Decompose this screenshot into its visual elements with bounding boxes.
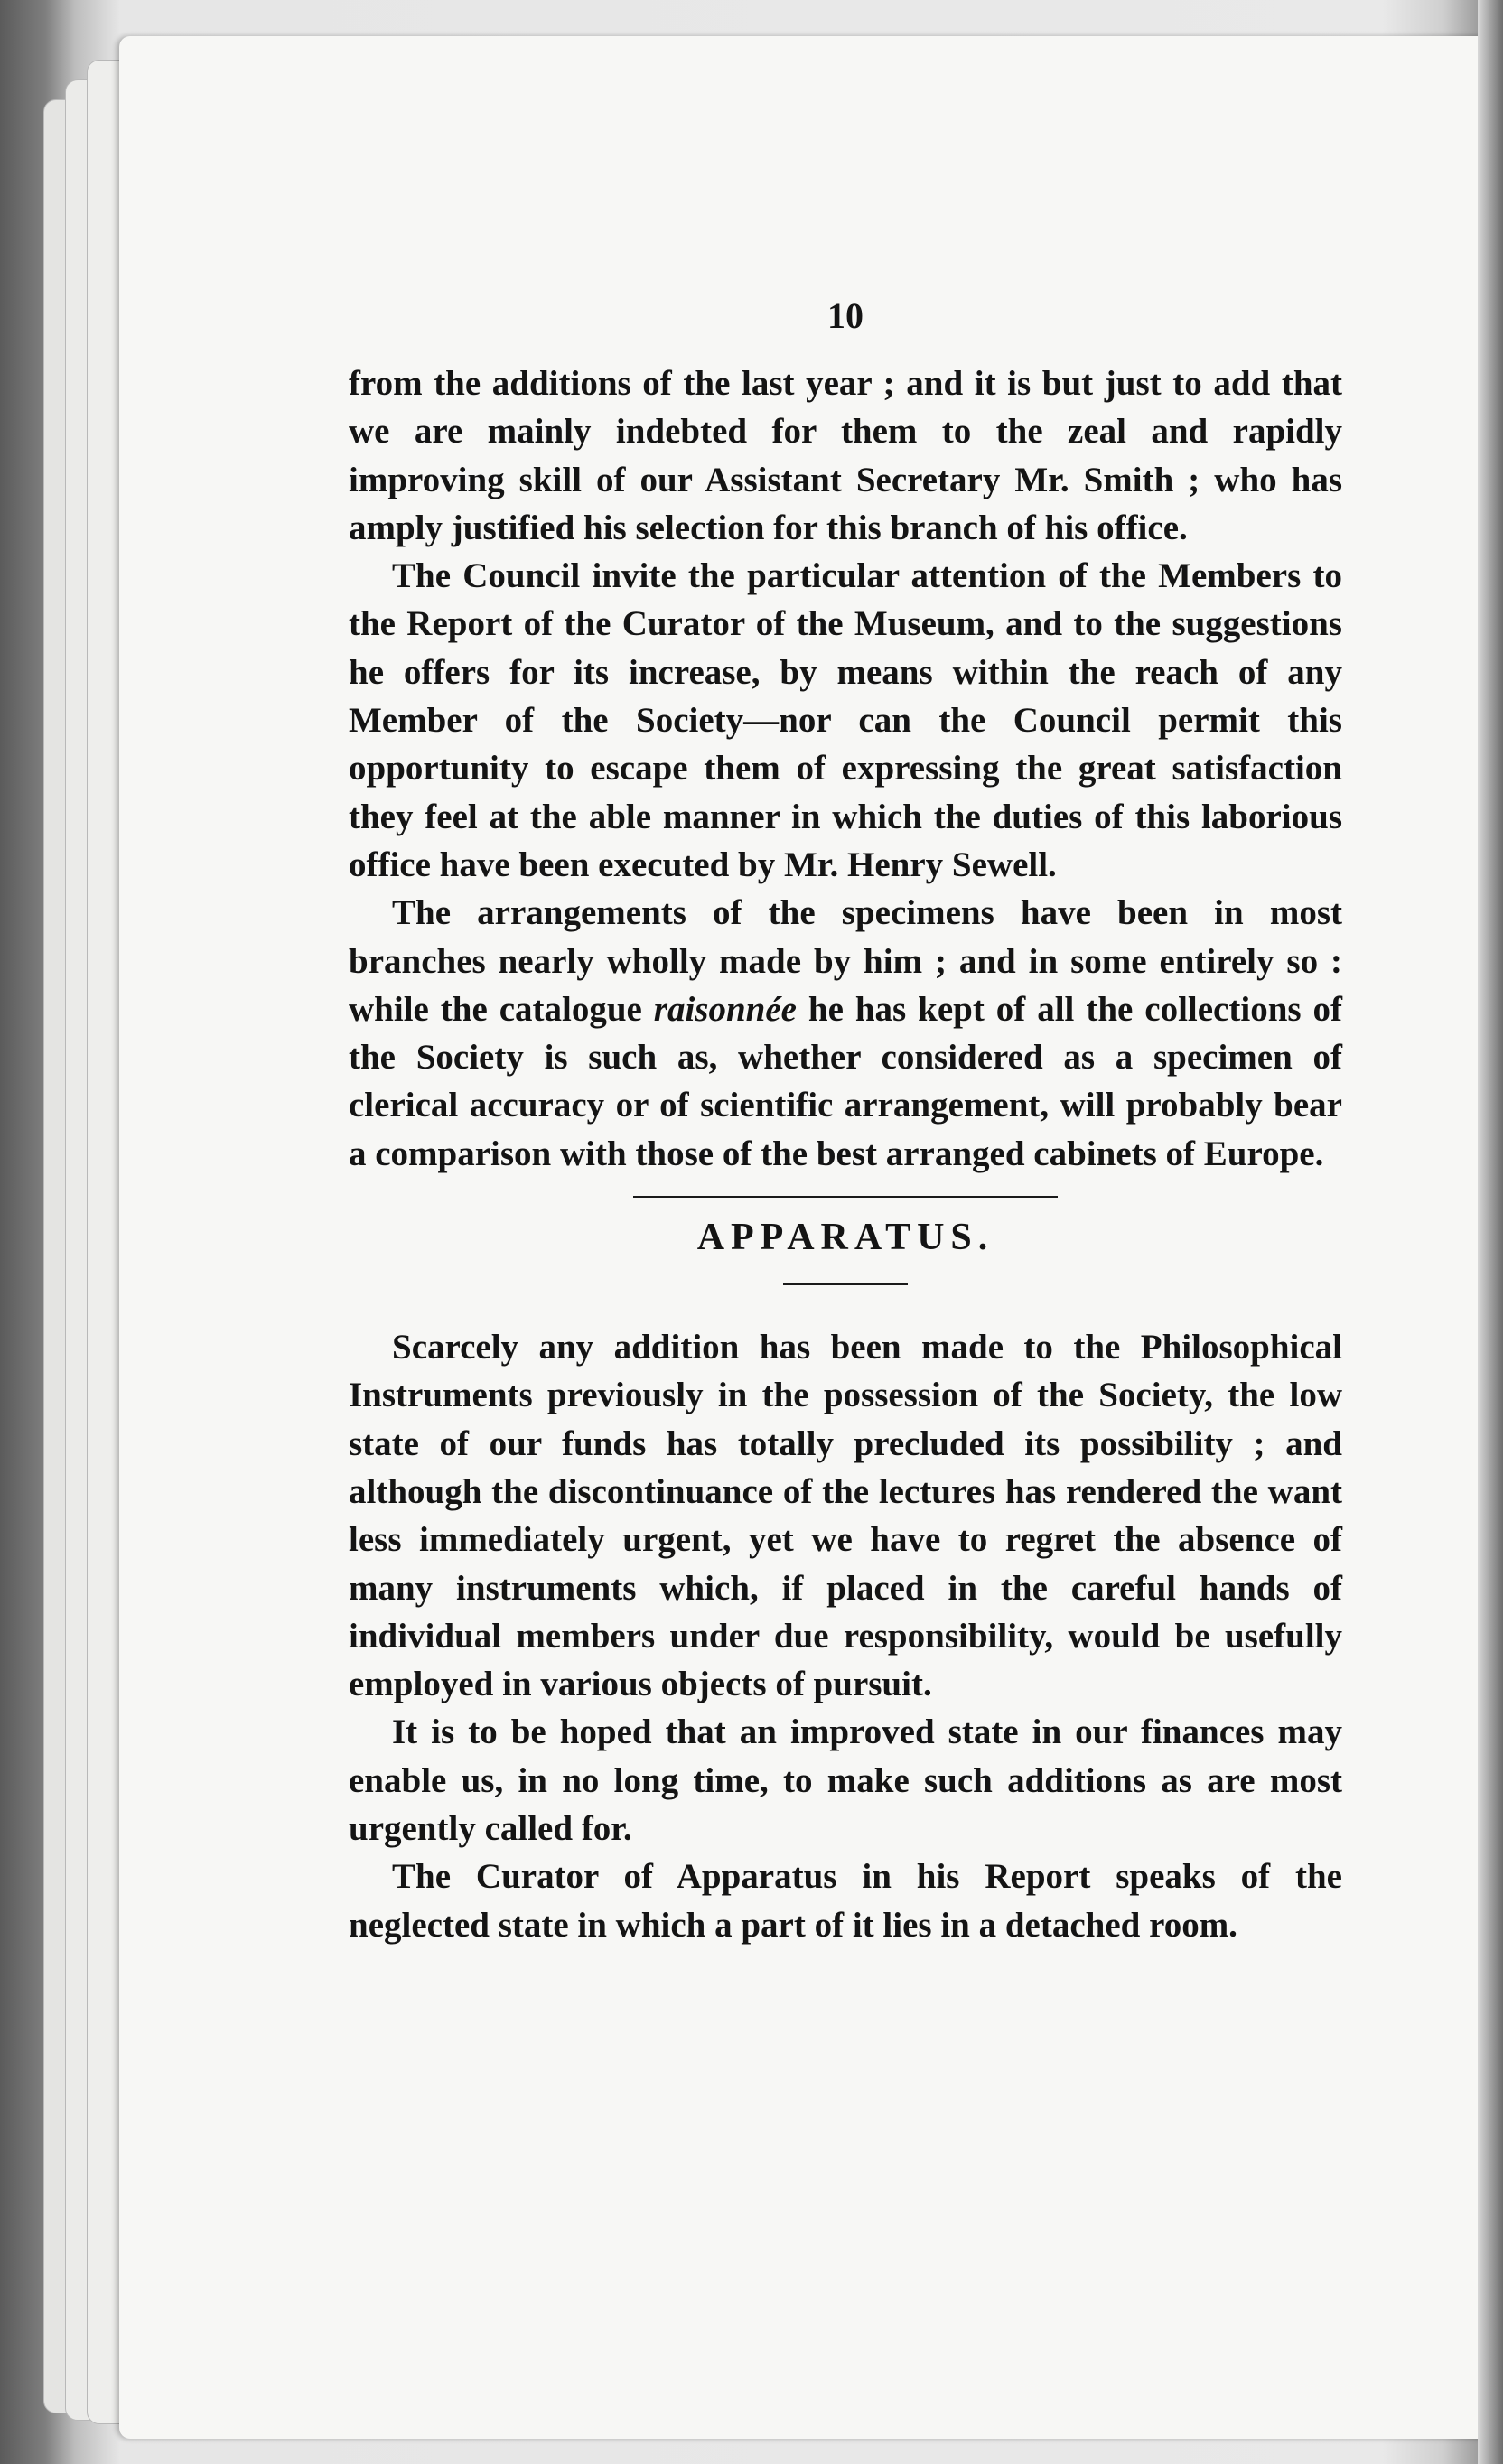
book-spine-edge: [1478, 0, 1503, 2464]
paragraph-continuation: from the additions of the last year ; and it is but just to add that we are mainly indebted for them to the zeal and rapidly improving skill of our Assistant Secretary Mr. Smith ; who has amply justified his selection for this branch of his office.: [349, 364, 1342, 547]
section-divider-line: [633, 1196, 1058, 1198]
paragraph-text-part: he has kept of all the collections of the Society is such as, whether considered as a specimen of clerical accuracy or of scientific arrangement, will probably bear a comparison with those of the best arranged cabinets of Europe.: [349, 989, 1342, 1173]
paragraph-finances: It is to be hoped that an improved state in our finances may enable us, in no long time, to make such additions as are most urgently called for.: [349, 1713, 1342, 1849]
section-heading: APPARATUS.: [696, 1217, 994, 1259]
heading-underline: [783, 1283, 908, 1285]
paragraph-apparatus-instruments: Scarcely any addition has been made to the Philosophical Instruments previously in the possession of the Society, the low state of our funds has totally precluded its possibility ; and although the discontinuance of the lectures has rendered the want less immediately urgent, yet we have to regret the absence of many instruments which, if placed in the careful hands of individual members under due responsibility, would be usefully employed in various objects of pursuit.: [349, 1328, 1342, 1704]
page-number: 10: [827, 295, 864, 336]
paragraph-arrangements: [349, 889, 1342, 1178]
italic-term: raisonnée: [653, 989, 797, 1029]
paragraph-text-part: The arrangements of the specimens have been in most branches nearly wholly made by him ; and in some entirely so : while the catalogue: [349, 893, 1342, 1029]
paragraph-council-museum: The Council invite the particular attention of the Members to the Report of the Curator of the Museum, and to the suggestions he offers for its increase, by means within the reach of any Member of the Society—nor can the Council permit this opportunity to escape them of expressing the great satisfaction they feel at the able manner in which the duties of this laborious office have been executed by Mr. Henry Sewell.: [349, 556, 1342, 884]
paragraph-curator-report: The Curator of Apparatus in his Report speaks of the neglected state in which a part of it lies in a detached room.: [349, 1857, 1342, 1945]
page-text: [349, 289, 1342, 1949]
